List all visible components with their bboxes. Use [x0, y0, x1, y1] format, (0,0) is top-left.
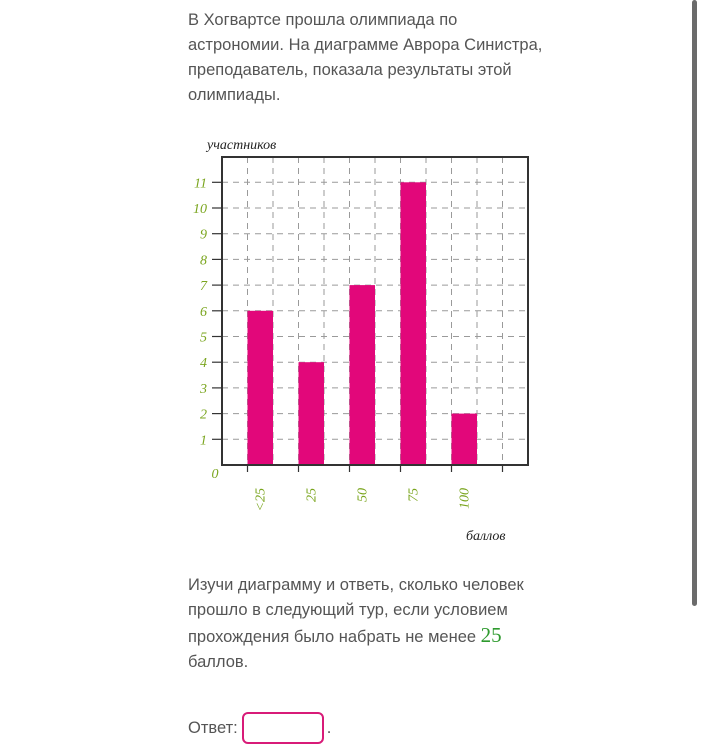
y-tick-label: 9: [200, 227, 207, 243]
y-tick-label: 11: [194, 176, 207, 192]
y-tick-label: 3: [200, 381, 207, 397]
y-tick-label: 5: [200, 330, 207, 346]
question-text: [188, 573, 548, 675]
y-tick-label: 2: [200, 407, 207, 423]
chart-bars: [248, 182, 478, 465]
bar: [248, 311, 274, 465]
x-axis-title: баллов: [466, 529, 506, 544]
chart-labels: [193, 138, 506, 544]
x-tick-label: 100: [457, 488, 473, 509]
scrollbar[interactable]: [692, 0, 697, 606]
y-tick-label: 1: [200, 433, 207, 449]
y-tick-label: 4: [200, 356, 207, 372]
intro-text: В Хогвартсе прошла олимпиада по астрономии. На диаграмме Аврора Синистра, преподаватель, показала результаты этой олимпиады.: [188, 11, 543, 104]
bar: [401, 182, 427, 465]
x-tick-label: 75: [406, 488, 422, 502]
origin-label: 0: [211, 467, 219, 482]
answer-suffix: .: [326, 718, 332, 737]
x-tick-label: 50: [355, 488, 371, 502]
x-tick-label: <25: [253, 488, 269, 512]
y-tick-label: 6: [200, 304, 207, 320]
y-tick-label: 7: [200, 279, 207, 295]
y-axis-title: участников: [207, 138, 277, 153]
bar: [350, 285, 376, 465]
bar: [299, 362, 325, 465]
y-tick-label: 8: [200, 253, 207, 269]
question-number: 25: [480, 623, 502, 647]
question-text-before: Изучи диаграмму и ответь, сколько человек прошло в следующий тур, если условием прохождения было набрать не менее: [188, 576, 524, 646]
answer-row: [188, 710, 331, 746]
x-tick-label: 25: [304, 488, 320, 502]
y-tick-label: 10: [193, 202, 207, 217]
bar: [452, 414, 478, 465]
answer-label: Ответ:: [188, 718, 238, 737]
answer-input[interactable]: [242, 712, 324, 744]
question-text-after: баллов.: [188, 653, 249, 671]
